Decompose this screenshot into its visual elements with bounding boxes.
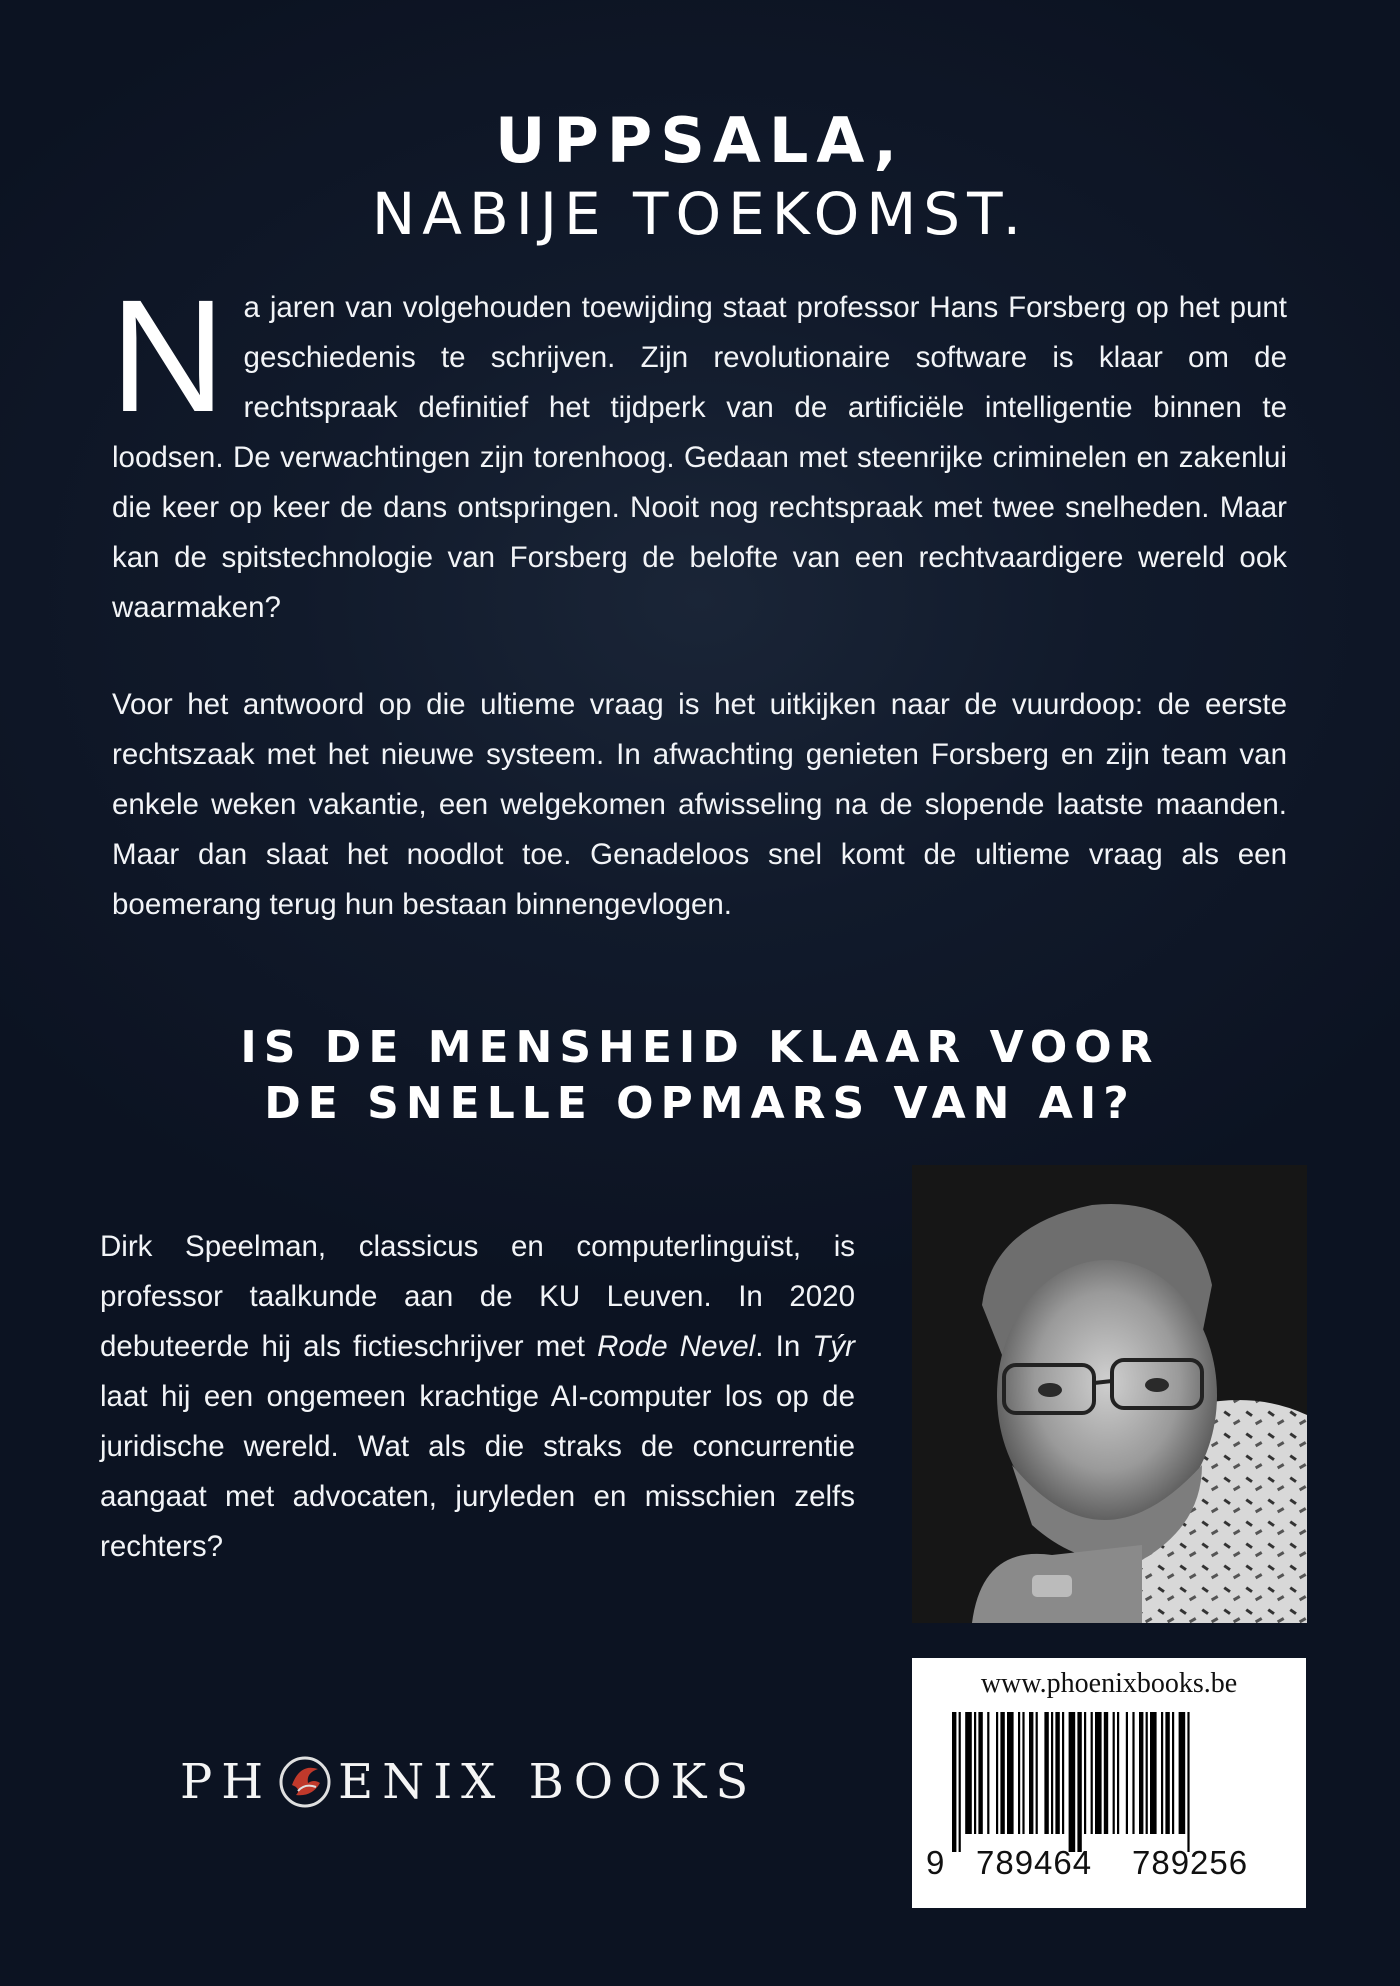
barcode-bar — [1126, 1712, 1128, 1834]
barcode-panel — [912, 1658, 1306, 1908]
barcode-bar — [1139, 1712, 1143, 1834]
barcode-bar — [952, 1712, 956, 1852]
barcode-bar — [1036, 1712, 1038, 1834]
barcode-digit-first: 9 — [926, 1844, 946, 1881]
bio-text-3: laat hij een ongemeen krachtige AI-computer los op de juridische wereld. Wat als die straks de concurrentie aangaat met advocaten, juryleden en misschien zelfs rechters? — [100, 1380, 855, 1563]
barcode-bar — [1029, 1712, 1033, 1834]
intro-text: a jaren van volgehouden toewijding staat professor Hans Forsberg op het punt geschiedenis te schrijven. Zijn revolutionaire software is klaar om de rechtspraak definitief het tijdperk van de artificiële intelligentie binnen te loodsen. De verwachtingen zijn torenhoog. Gedaan met steenrijke criminelen en zakenlui die keer op keer de dans ontspringen. Nooit nog rechtspraak met twee snelheden. Maar kan de spitstechnologie van Forsberg de belofte van een rechtvaardigere wereld ook waarmaken? — [112, 291, 1287, 624]
bio-title-rode-nevel: Rode Nevel — [597, 1330, 756, 1363]
question-line-2: DE SNELLE OPMARS VAN AI? — [264, 1078, 1136, 1129]
barcode-bar — [1051, 1712, 1053, 1834]
barcode-bar — [1187, 1712, 1189, 1852]
publisher-url: www.phoenixbooks.be — [980, 1668, 1238, 1699]
publisher-logo — [180, 1752, 780, 1812]
publisher-name-part-1: PH — [180, 1754, 273, 1810]
barcode-bar — [1077, 1712, 1081, 1852]
barcode-group-1: 789464 — [976, 1844, 1093, 1881]
barcode-bar — [1069, 1712, 1076, 1852]
second-paragraph: Voor het antwoord op die ultieme vraag is het uitkijken naar de vuurdoop: de eerste rechtszaak met het nieuwe systeem. In afwachting genieten Forsberg en zijn team van enkele weken vakantie, een welgekomen afwisseling na de slopende laatste maanden. Maar dan slaat het noodlot toe. Genadeloos snel komt de ultieme vraag als een boemerang terug hun bestaan binnengevlogen. — [112, 688, 1287, 921]
barcode-bar — [1084, 1712, 1086, 1834]
barcode-bar — [965, 1712, 972, 1834]
barcode-bar — [978, 1712, 982, 1834]
author-bio — [100, 1222, 855, 1572]
barcode-bar — [1095, 1712, 1102, 1834]
bio-text-2: . In — [755, 1330, 813, 1363]
barcode-bar — [1161, 1712, 1163, 1834]
barcode-bar — [1117, 1712, 1119, 1834]
barcode-icon — [952, 1712, 1272, 1852]
barcode-bar — [1062, 1712, 1064, 1834]
barcode-bar — [1000, 1712, 1004, 1834]
barcode-bar — [1146, 1712, 1148, 1834]
barcode-bar — [1022, 1712, 1024, 1834]
barcode-bar — [959, 1712, 961, 1852]
bio-title-tyr: Týr — [812, 1330, 855, 1363]
intro-paragraph — [110, 266, 1287, 633]
barcode-bar — [996, 1712, 998, 1834]
barcode-bar — [1172, 1712, 1174, 1834]
drop-cap: N — [110, 266, 226, 445]
barcode-bar — [1179, 1712, 1186, 1834]
heading-line-2: NABIJE TOEKOMST. — [371, 180, 1029, 248]
bio-text-1: Dirk Speelman, classicus en computerlinguïst, is professor taalkunde aan de KU Leuven. In 2020 debuteerde hij als fictieschrijver met — [100, 1230, 855, 1363]
barcode-bar — [1113, 1712, 1115, 1834]
barcode-group-2: 789256 — [1132, 1844, 1249, 1881]
phoenix-emblem-icon — [278, 1755, 332, 1809]
barcode-bar — [1044, 1712, 1048, 1834]
publisher-name-part-2: ENIX BOOKS — [338, 1754, 758, 1810]
barcode-bar — [1150, 1712, 1157, 1834]
author-photo — [912, 1165, 1307, 1623]
barcode-bar — [987, 1712, 989, 1834]
barcode-bar — [1165, 1712, 1169, 1834]
barcode-bar — [1091, 1712, 1093, 1834]
barcode-bar — [1018, 1712, 1020, 1834]
author-portrait-icon — [912, 1165, 1307, 1623]
question-line-1: IS DE MENSHEID KLAAR VOOR — [240, 1022, 1160, 1073]
barcode-bar — [1132, 1712, 1134, 1834]
heading-line-1: UPPSALA, — [494, 104, 906, 177]
barcode-bar — [1055, 1712, 1059, 1834]
barcode-bar — [974, 1712, 976, 1834]
barcode-bar — [1104, 1712, 1108, 1834]
barcode-bar — [1007, 1712, 1014, 1834]
